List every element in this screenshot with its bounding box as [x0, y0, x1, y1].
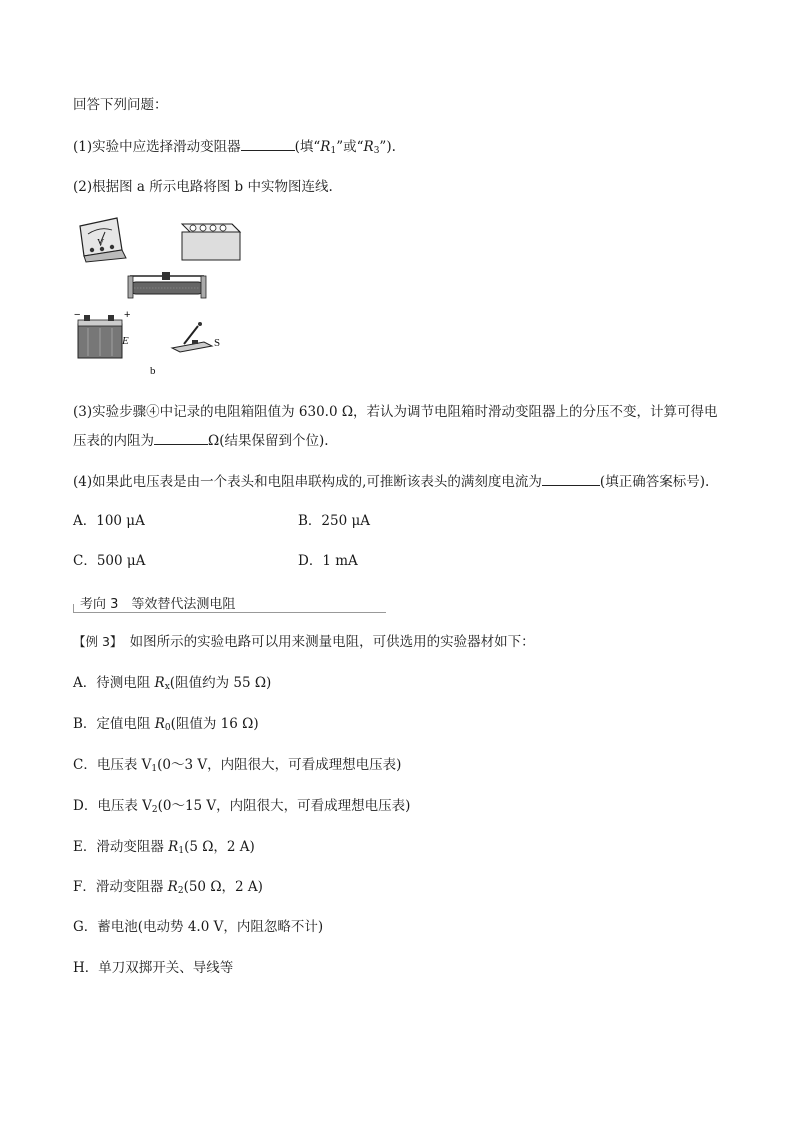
section-heading [73, 592, 386, 612]
equipment-item [73, 959, 233, 977]
equipment-subscript: x [164, 682, 170, 692]
answer-blank[interactable] [241, 136, 295, 151]
q4-text: (4)如果此电压表是由一个表头和电阻串联构成的,可推断该表头的满刻度电流为 [73, 474, 542, 490]
equipment-text: D．电压表 V [73, 798, 152, 814]
section-title: 考向 3 等效替代法测电阻 [80, 597, 236, 612]
question-2: (2)根据图 a 所示电路将图 b 中实物图连线. [73, 179, 333, 195]
battery-icon [78, 315, 122, 358]
equipment-item [73, 918, 323, 936]
equipment-item [73, 756, 401, 778]
q4-text-2: (填正确答案标号). [599, 474, 710, 490]
question-3-line-1: (3)实验步骤④中记录的电阻箱阻值为 630.0 Ω，若认为调节电阻箱时滑动变阻器上的分压不变，计算可得电 [73, 404, 718, 420]
option-b[interactable]: B．250 μA [298, 513, 371, 529]
section-underline [73, 612, 386, 613]
intro-text: 回答下列问题： [73, 97, 168, 113]
apparatus-drawing [72, 212, 252, 382]
equipment-detail: (0～3 V，内阻很大，可看成理想电压表) [157, 757, 402, 773]
answer-blank[interactable] [542, 471, 600, 486]
equipment-item [73, 715, 259, 737]
equipment-subscript: 2 [151, 805, 158, 815]
equipment-text: C．电压表 V [73, 757, 152, 773]
switch-icon [172, 322, 212, 352]
equipment-item [73, 674, 271, 696]
option-c[interactable]: C．500 μA [73, 553, 146, 569]
r1-symbol: R [320, 139, 331, 155]
battery-minus-label: − [74, 309, 81, 321]
r1-subscript: 1 [330, 146, 337, 156]
equipment-item [73, 797, 410, 819]
equipment-subscript: 1 [151, 764, 158, 774]
equipment-detail: (50 Ω，2 A) [183, 879, 263, 895]
equipment-symbol: R [167, 879, 178, 895]
rheostat-icon [128, 272, 206, 298]
question-3-line-2 [73, 430, 329, 450]
q1-text-4: ”). [379, 139, 396, 155]
equipment-detail: (5 Ω，2 A) [184, 839, 255, 855]
question-1 [73, 136, 396, 160]
apparatus-figure [72, 212, 252, 382]
answer-blank[interactable] [154, 430, 208, 445]
voltmeter-label: V [97, 238, 105, 249]
equipment-symbol: R [154, 675, 165, 691]
equipment-detail: (阻值约为 55 Ω) [169, 675, 272, 691]
battery-plus-label: + [124, 309, 131, 321]
switch-label: S [214, 337, 221, 349]
option-a[interactable]: A．100 μA [73, 513, 145, 529]
equipment-text: E．滑动变阻器 [73, 839, 169, 855]
q3-text: 压表的内阻为 [73, 433, 154, 449]
equipment-text: G．蓄电池(电动势 4.0 V，内阻忽略不计) [73, 919, 324, 935]
equipment-subscript: 2 [177, 886, 184, 896]
equipment-text: F．滑动变阻器 [73, 879, 168, 895]
equipment-item [73, 838, 255, 860]
r3-symbol: R [363, 139, 374, 155]
q1-text: (1)实验中应选择滑动变阻器 [73, 139, 241, 155]
q1-text-3: ”或“ [336, 139, 364, 155]
q1-text-2: (填“ [294, 139, 321, 155]
r3-subscript: 3 [373, 146, 380, 156]
equipment-detail: (阻值为 16 Ω) [170, 716, 259, 732]
equipment-subscript: 0 [164, 723, 171, 733]
equipment-text: H．单刀双掷开关、导线等 [73, 960, 234, 976]
figure-caption: b [150, 365, 156, 377]
equipment-item [73, 878, 263, 900]
equipment-symbol: R [168, 839, 179, 855]
equipment-subscript: 1 [178, 846, 185, 856]
resistance-box-icon [182, 224, 240, 260]
question-4 [73, 471, 709, 491]
q3-text-2: Ω(结果保留到个位). [208, 433, 329, 449]
example-3 [73, 633, 535, 651]
equipment-symbol: R [154, 716, 165, 732]
equipment-text: A．待测电阻 [73, 675, 155, 691]
option-d[interactable]: D．1 mA [298, 553, 358, 569]
equipment-detail: (0～15 V，内阻很大，可看成理想电压表) [157, 798, 411, 814]
example-tag: 【例 3】 [73, 634, 117, 649]
example-text: 如图所示的实验电路可以用来测量电阻，可供选用的实验器材如下： [116, 634, 535, 650]
battery-label: E [122, 335, 129, 347]
equipment-text: B．定值电阻 [73, 716, 155, 732]
